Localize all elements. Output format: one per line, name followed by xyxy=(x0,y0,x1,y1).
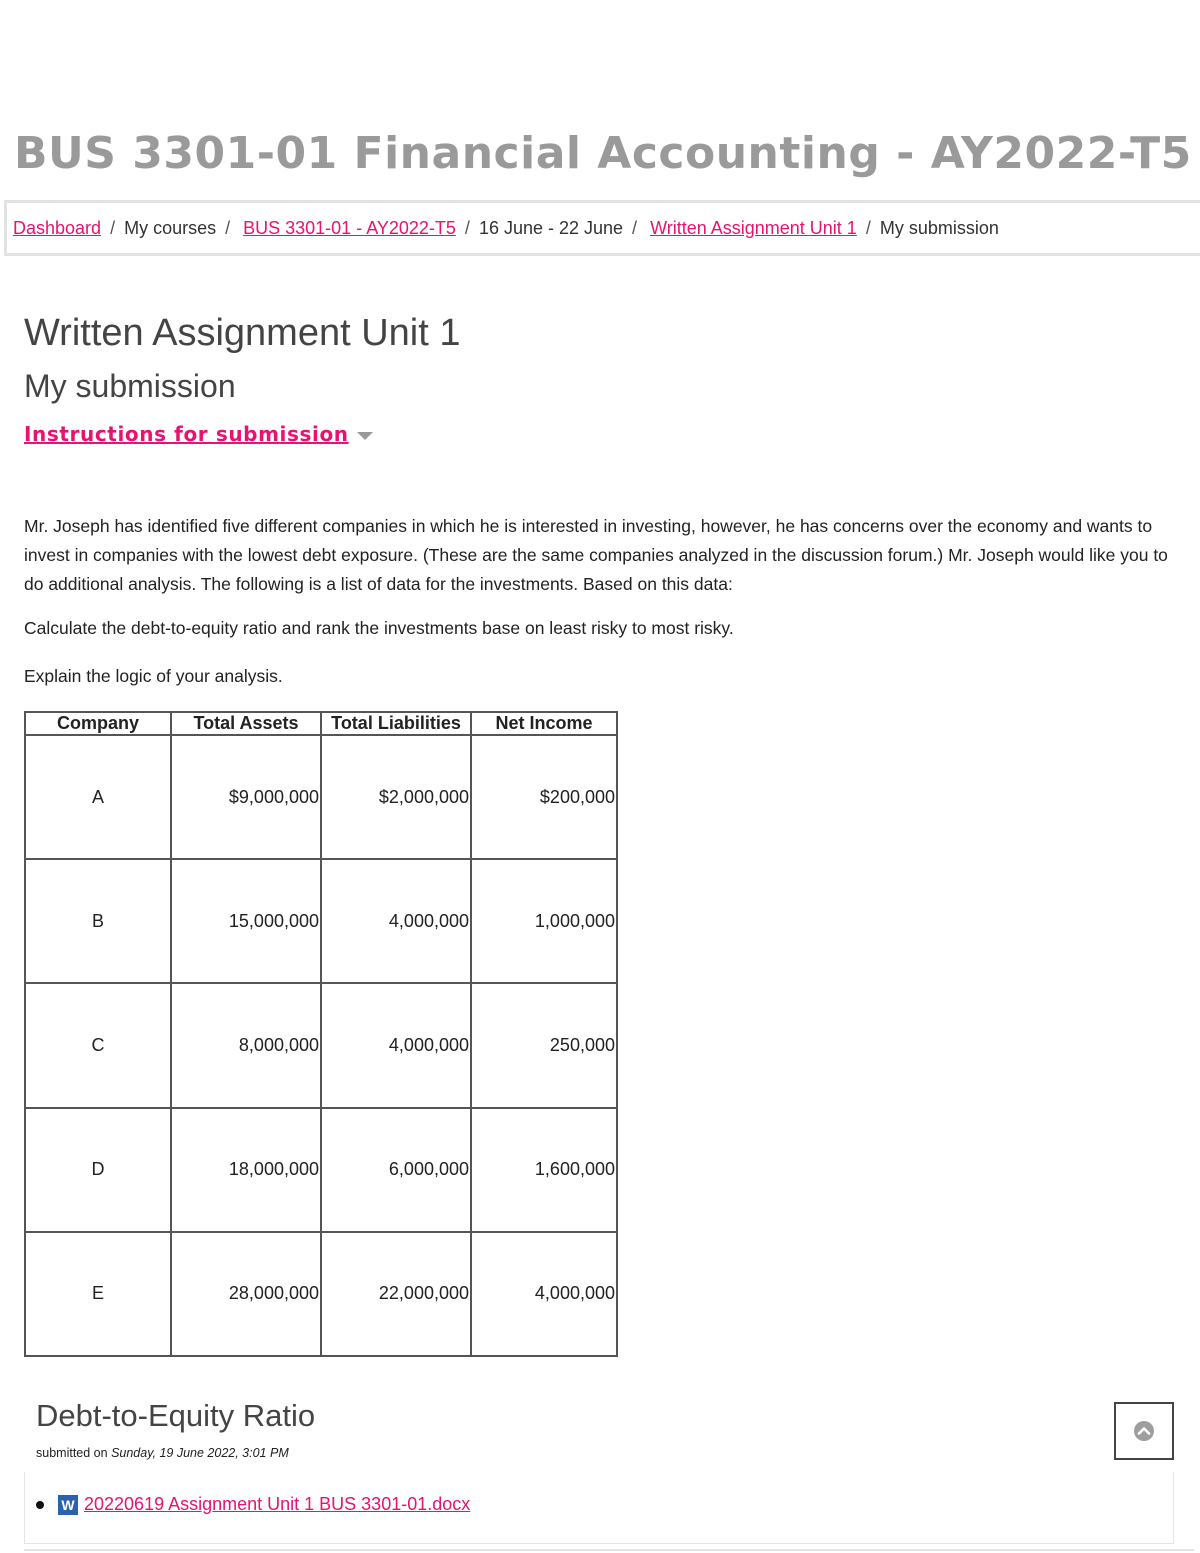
scroll-to-top-button[interactable] xyxy=(1114,1402,1174,1460)
table-row xyxy=(25,1232,617,1356)
breadcrumb-assignment[interactable]: Written Assignment Unit 1 xyxy=(650,217,857,238)
breadcrumb-separator: / xyxy=(865,217,871,238)
chevron-up-circle-icon[interactable] xyxy=(1133,1420,1155,1442)
table-cell: E xyxy=(25,1232,171,1356)
table-cell: 8,000,000 xyxy=(171,983,321,1107)
table-cell: $2,000,000 xyxy=(321,735,471,859)
table-cell: 1,600,000 xyxy=(471,1108,617,1232)
breadcrumb-my-courses: My courses xyxy=(124,217,217,238)
breadcrumb-separator: / xyxy=(464,217,470,238)
table-cell: 4,000,000 xyxy=(471,1232,617,1356)
table-cell: 6,000,000 xyxy=(321,1108,471,1232)
breadcrumb-separator: / xyxy=(110,217,116,238)
table-cell: $9,000,000 xyxy=(171,735,321,859)
table-cell: 15,000,000 xyxy=(171,859,321,983)
breadcrumb-separator: / xyxy=(225,217,231,238)
table-cell: C xyxy=(25,983,171,1107)
breadcrumb-separator: / xyxy=(632,217,638,238)
page-title: Written Assignment Unit 1 xyxy=(24,312,461,354)
list-item xyxy=(36,1494,470,1515)
breadcrumb xyxy=(4,200,1200,256)
submission-file-link[interactable]: 20220619 Assignment Unit 1 BUS 3301-01.docx xyxy=(84,1494,471,1514)
submitted-on xyxy=(36,1446,289,1460)
submission-title: Debt-to-Equity Ratio xyxy=(36,1398,316,1433)
table-row xyxy=(25,735,617,859)
table-row xyxy=(25,983,617,1107)
page-subtitle: My submission xyxy=(24,368,236,404)
breadcrumb-dashboard[interactable]: Dashboard xyxy=(13,217,102,238)
table-header-cell: Total Assets xyxy=(171,712,321,735)
table-cell: D xyxy=(25,1108,171,1232)
bullet-icon xyxy=(36,1501,44,1509)
table-header-cell: Total Liabilities xyxy=(321,712,471,735)
table-header-row xyxy=(25,712,617,735)
table-cell: B xyxy=(25,859,171,983)
table-header-cell: Net Income xyxy=(471,712,617,735)
divider xyxy=(24,1549,1194,1551)
table-header-cell: Company xyxy=(25,712,171,735)
submitted-prefix: submitted on xyxy=(36,1446,108,1460)
table-cell: $200,000 xyxy=(471,735,617,859)
caret-down-icon[interactable] xyxy=(357,432,373,440)
word-document-icon: W xyxy=(58,1495,78,1515)
submitted-date: Sunday, 19 June 2022, 3:01 PM xyxy=(111,1446,289,1460)
table-cell: 28,000,000 xyxy=(171,1232,321,1356)
instructions-paragraph: Calculate the debt-to-equity ratio and rank the investments base on least risky to most risky. xyxy=(24,618,734,638)
table-row xyxy=(25,1108,617,1232)
breadcrumb-week: 16 June - 22 June xyxy=(478,217,624,238)
table-cell: 4,000,000 xyxy=(321,983,471,1107)
table-cell: 18,000,000 xyxy=(171,1108,321,1232)
instructions-link[interactable]: Instructions for submission xyxy=(24,422,349,446)
table-cell: 1,000,000 xyxy=(471,859,617,983)
table-cell: 22,000,000 xyxy=(321,1232,471,1356)
company-data-table xyxy=(24,711,618,1357)
instructions-paragraph: Mr. Joseph has identified five different companies in which he is interested in investing, however, he has concerns over the economy and wants to invest in companies with the lowest debt exposure. (These are the same companies analyzed in the discussion forum.) Mr. Joseph would like you to do additional analysis. The following is a list of data for the investments. Based on this data: xyxy=(24,516,1168,594)
breadcrumb-my-submission: My submission xyxy=(879,217,999,238)
instructions-toggle[interactable] xyxy=(24,422,373,446)
table-row xyxy=(25,859,617,983)
table-cell: 4,000,000 xyxy=(321,859,471,983)
instructions-paragraph: Explain the logic of your analysis. xyxy=(24,666,283,686)
course-title: BUS 3301-01 Financial Accounting - AY2022-T5 xyxy=(14,128,1192,179)
table-cell: A xyxy=(25,735,171,859)
breadcrumb-course[interactable]: BUS 3301-01 - AY2022-T5 xyxy=(243,217,456,238)
table-cell: 250,000 xyxy=(471,983,617,1107)
